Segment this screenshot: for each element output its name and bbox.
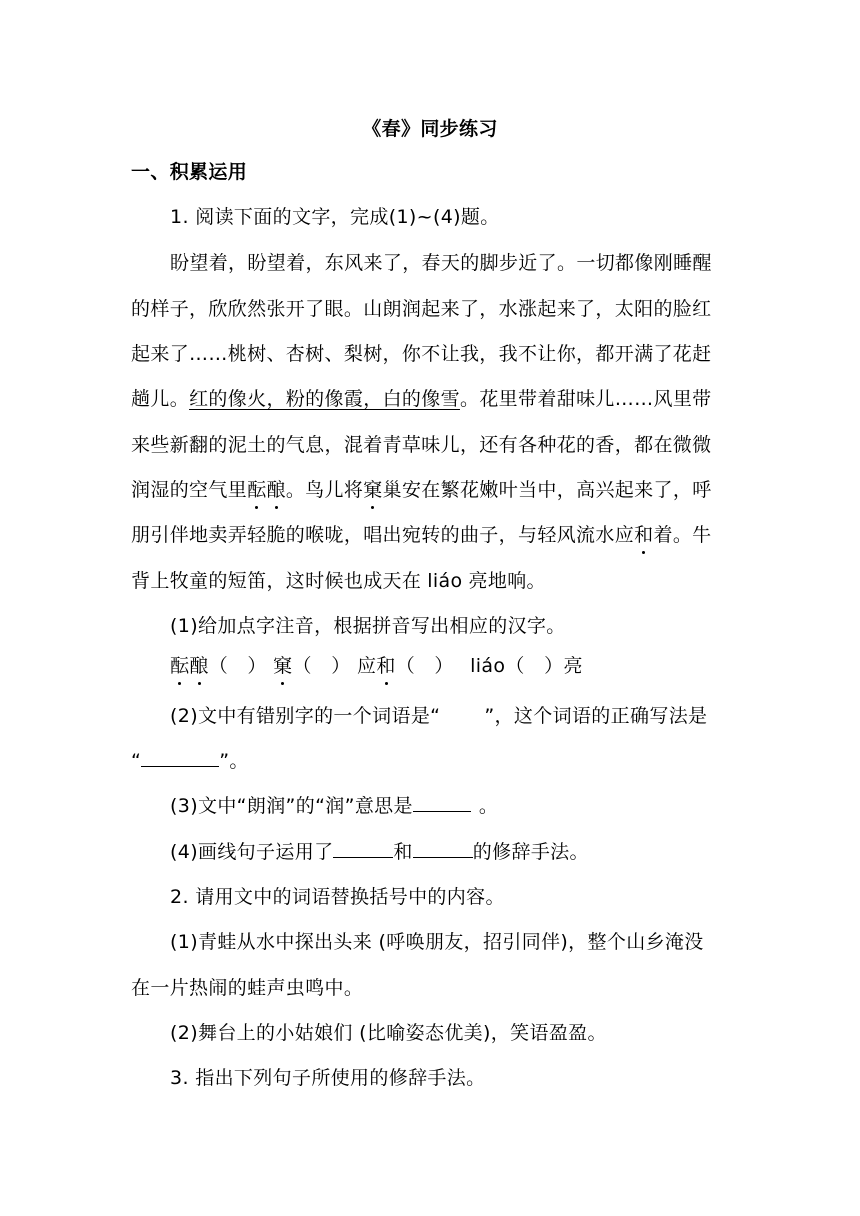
answer-blank[interactable] <box>413 793 471 812</box>
passage-line-2: 的样子，欣欣然张开了眼。山朗润起来了，水涨起来了，太阳的脸红 <box>131 298 712 320</box>
answer-blank[interactable]: （ ） <box>395 655 454 677</box>
dotted-char: 窠 <box>273 655 293 677</box>
question-2-item-2: (2)舞台上的小姑娘们 (比喻姿态优美)，笑语盈盈。 <box>170 1022 607 1044</box>
passage-text: 亮地响。 <box>468 570 546 592</box>
question-3-prompt: 3. 指出下列句子所使用的修辞手法。 <box>170 1067 486 1089</box>
dotted-char: 酝 <box>247 479 267 501</box>
pinyin: liáo <box>470 655 506 677</box>
question-text: “ <box>131 750 142 772</box>
subquestion-2-line-2 <box>131 748 249 774</box>
char: 应 <box>356 655 377 677</box>
question-1-prompt: 1. 阅读下面的文字，完成(1)~(4)题。 <box>170 206 500 228</box>
passage-line-8 <box>131 568 546 594</box>
dotted-char: 酿 <box>189 655 209 677</box>
passage-text: 着。牛 <box>653 524 712 546</box>
passage-text: 趟儿。 <box>131 388 190 410</box>
section-heading: 一、积累运用 <box>131 161 248 183</box>
pinyin: liáo <box>427 570 463 592</box>
passage-line-1: 盼望着，盼望着，东风来了，春天的脚步近了。一切都像刚睡醒 <box>170 252 712 274</box>
question-text: (3)文中“朗润”的“润”意思是 <box>170 795 413 817</box>
dotted-char: 酿 <box>266 479 286 501</box>
question-text: 和 <box>393 841 413 863</box>
answer-blank[interactable]: （ ） <box>292 655 351 677</box>
question-2-item-1-line-2: 在一片热闹的蛙声虫鸣中。 <box>131 977 364 999</box>
question-text: ”。 <box>219 750 249 772</box>
subquestion-4 <box>170 839 589 865</box>
subquestion-1-blanks <box>170 653 583 679</box>
question-text: 的修辞手法。 <box>472 841 589 863</box>
char: 亮 <box>563 655 583 677</box>
question-text: (4)画线句子运用了 <box>170 841 334 863</box>
passage-text: 润湿的空气里 <box>131 479 248 501</box>
subquestion-2-line-1 <box>170 703 707 729</box>
passage-line-7 <box>131 522 712 548</box>
passage-text: 。花里带着甜味儿……风里带 <box>459 388 712 410</box>
question-text: ”，这个词语的正确写法是 <box>484 705 708 727</box>
question-2-prompt: 2. 请用文中的词语替换括号中的内容。 <box>170 886 505 908</box>
answer-blank[interactable]: （ ） <box>208 655 267 677</box>
passage-text: 巢安在繁花嫩叶当中，高兴起来了，呼 <box>382 479 712 501</box>
passage-line-3: 起来了……桃树、杏树、梨树，你不让我，我不让你，都开满了花赶 <box>131 343 712 365</box>
dotted-char: 窠 <box>363 479 383 501</box>
passage-line-5: 来些新翻的泥土的气息，混着青草味儿，还有各种花的香，都在微微 <box>131 434 712 456</box>
passage-line-6 <box>131 477 712 503</box>
passage-text: 朋引伴地卖弄轻脆的喉咙，唱出宛转的曲子，与轻风流水应 <box>131 524 635 546</box>
answer-blank[interactable] <box>141 748 219 767</box>
subquestion-3 <box>170 793 498 819</box>
underlined-sentence: 红的像火，粉的像霞，白的像雪 <box>189 388 460 410</box>
passage-line-4 <box>131 386 712 412</box>
answer-blank[interactable] <box>413 839 473 858</box>
dotted-char: 酝 <box>170 655 190 677</box>
question-text: 。 <box>478 795 499 817</box>
subquestion-1-prompt: (1)给加点字注音，根据拼音写出相应的汉字。 <box>170 615 566 637</box>
question-2-item-1-line-1: (1)青蛙从水中探出头来 (呼唤朋友，招引同伴)，整个山乡淹没 <box>170 931 704 953</box>
question-text: (2)文中有错别字的一个词语是“ <box>170 705 441 727</box>
passage-text: 背上牧童的短笛，这时候也成天在 <box>131 570 422 592</box>
answer-blank[interactable] <box>333 839 393 858</box>
passage-text: 。鸟儿将 <box>285 479 364 501</box>
dotted-char: 和 <box>634 524 654 546</box>
page-title: 《春》同步练习 <box>362 118 498 140</box>
dotted-char: 和 <box>376 655 396 677</box>
answer-blank[interactable]: （ ） <box>505 655 564 677</box>
